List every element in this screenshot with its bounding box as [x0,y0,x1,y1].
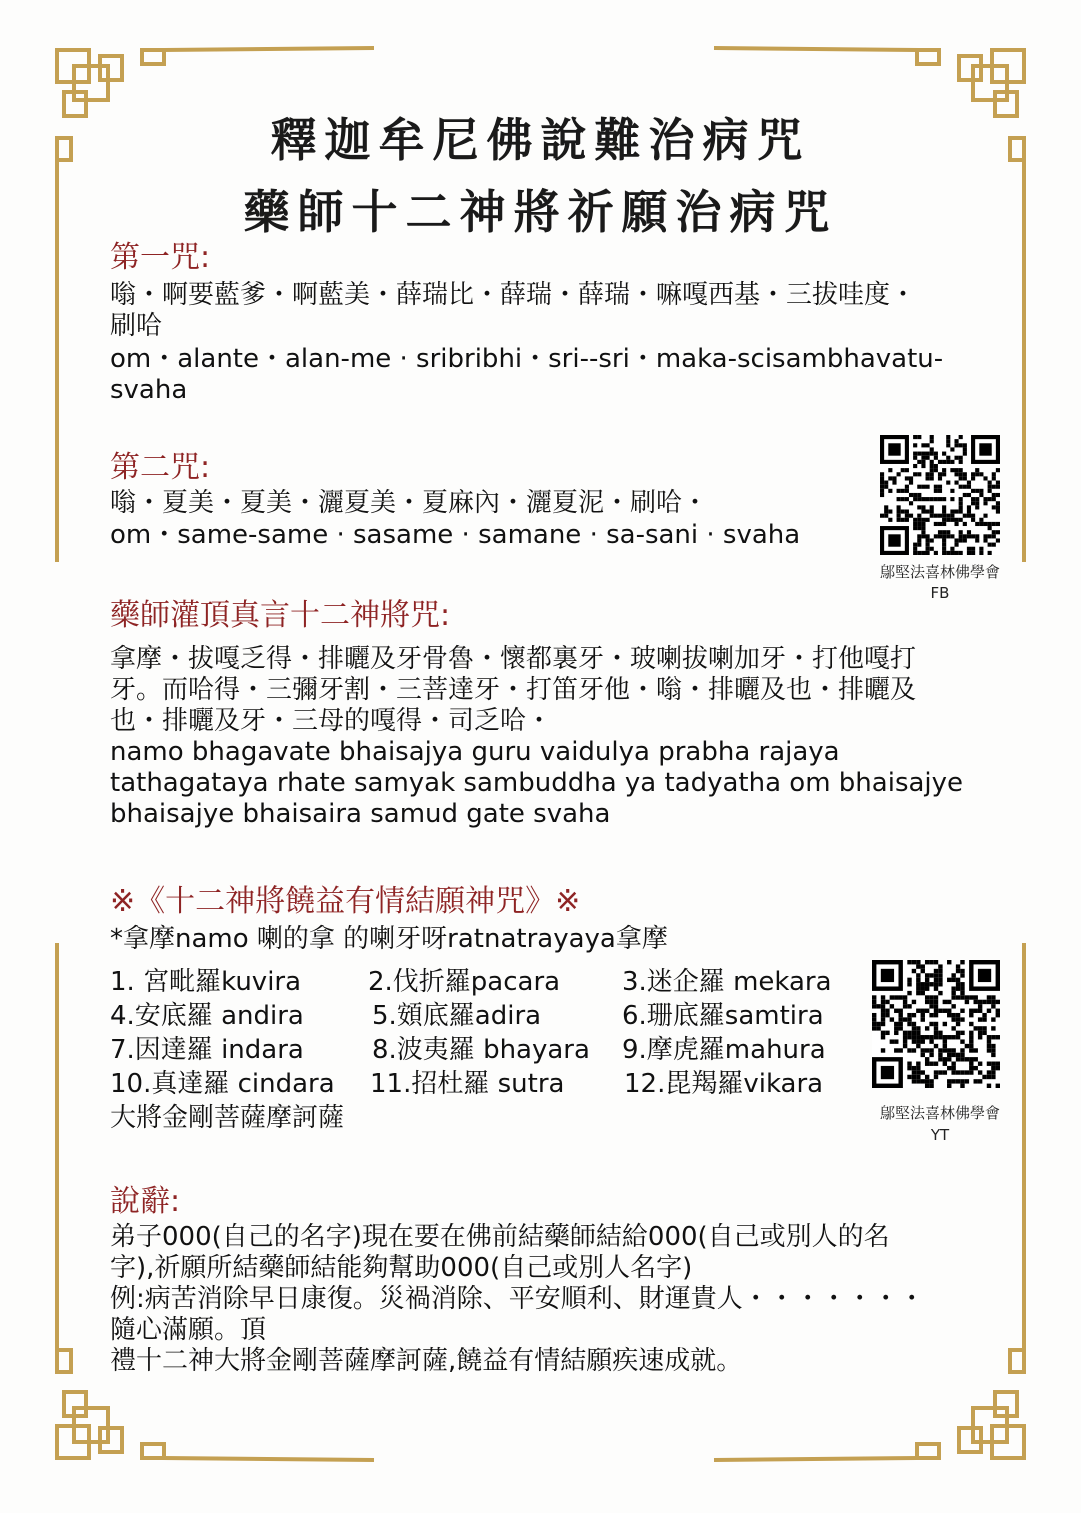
general-name: 6.珊底羅samtira [622,1001,824,1031]
mantra3-zh-line: 拿摩・拔嘎乏得・排曬及牙骨魯・懷都裏牙・玻喇拔喇加牙・打他嘎打 [110,644,917,674]
prayer-line: 例:病苦消除早日康復。災禍消除、平安順利、財運貴人・・・・・・・ [110,1284,925,1314]
general-name: 7.因達羅 indara [110,1035,304,1065]
general-name: 12.毘羯羅vikara [624,1069,824,1099]
qr-fb-caption: 鄔堅法喜林佛學會 [879,563,1000,581]
mantra1-zh-line: 嗡・啊要藍爹・啊藍美・薛瑞比・薛瑞・薛瑞・嘛嘎西基・三拔哇度・ [110,280,917,310]
general-name: 2.伐折羅pacara [368,967,561,997]
general-name: 10.真達羅 cindara [110,1069,335,1099]
general-name: 8.波夷羅 bhayara [372,1035,590,1065]
twelve-generals-closing: 大將金剛菩薩摩訶薩 [110,1103,345,1133]
qr-code-fb-icon[interactable] [880,435,1000,555]
mantra1-en-line: om・alante・alan-me · sribribhi・sri--sri・maka-scisambhavatu- [110,344,944,374]
prayer-line: 弟子000(自己的名字)現在要在佛前結藥師結給000(自己或別人的名 [110,1222,890,1252]
page-subtitle: 藥師十二神將祈願治病咒 [243,185,838,239]
mantra1-en-line: svaha [110,375,188,405]
mantra2-en-line: om・same-same · sasame · samane · sa-sani · svaha [110,520,801,550]
mantra3-zh-line: 牙。而哈得・三彌牙割・三菩達牙・打笛牙他・嗡・排曬及也・排曬及 [110,675,917,705]
twelve-generals-intro: *拿摩namo 喇的拿 的喇牙呀ratnatrayaya拿摩 [110,924,668,954]
qr-yt-caption: 鄔堅法喜林佛學會 [879,1104,1000,1122]
prayer-line: 字),祈願所結藥師結能夠幫助000(自己或別人名字) [110,1253,693,1283]
prayer-heading: 說辭: [110,1184,181,1219]
general-name: 1. 宮毗羅kuvira [110,967,302,997]
prayer-line: 隨心滿願。頂 [110,1315,267,1345]
page-title: 釋迦牟尼佛說難治病咒 [270,113,811,167]
general-name: 11.招杜羅 sutra [370,1069,565,1099]
mantra3-zh-line: 也・排曬及牙・三母的嘎得・司乏哈・ [110,706,553,736]
mantra3-en-line: bhaisajye bhaisaira samud gate svaha [110,799,611,829]
mantra3-heading: 藥師灌頂真言十二神將咒: [110,598,451,633]
mantra3-en-line: namo bhagavate bhaisajya guru vaidulya prabha rajaya [110,737,840,767]
qr-fb-caption-platform: FB [930,584,950,602]
general-name: 4.安底羅 andira [110,1001,304,1031]
mantra2-heading: 第二咒: [110,450,211,485]
mantra1-heading: 第一咒: [110,240,211,275]
mantra3-en-line: tathagataya rhate samyak sambuddha ya tadyatha om bhaisajye [110,768,964,798]
general-name: 3.迷企羅 mekara [622,967,832,997]
general-name: 9.摩虎羅mahura [622,1035,826,1065]
mantra1-zh-line: 刷哈 [110,311,163,341]
qr-yt-caption-platform: YT [930,1126,950,1144]
prayer-line: 禮十二神大將金剛菩薩摩訶薩,饒益有情結願疾速成就。 [110,1346,743,1376]
qr-code-yt-icon[interactable] [872,960,1000,1088]
mantra2-zh-line: 嗡・夏美・夏美・灑夏美・夏麻內・灑夏泥・刷哈・ [110,488,709,518]
general-name: 5.頞底羅adira [372,1001,542,1031]
twelve-generals-heading: ※《十二神將饒益有情結願神咒》※ [110,884,581,919]
